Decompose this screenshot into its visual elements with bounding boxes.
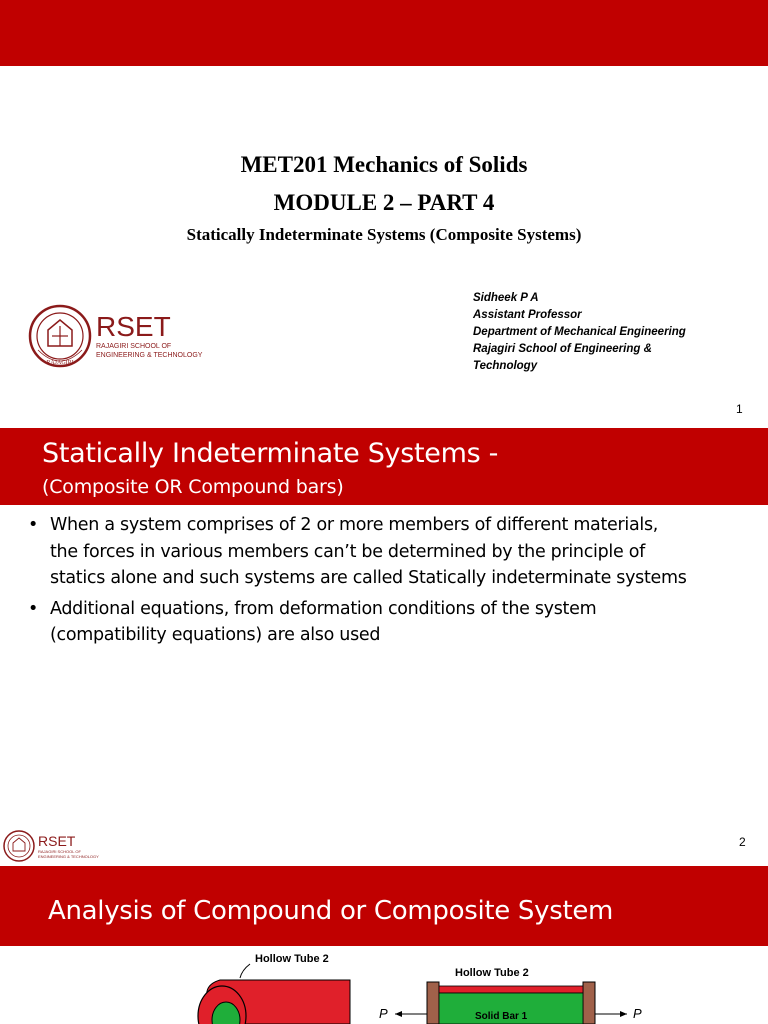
slide-title: Statically Indeterminate Systems -	[42, 438, 499, 469]
course-title: MET201 Mechanics of Solids	[240, 152, 528, 177]
bullet-line: Additional equations, from deformation conditions of the system	[50, 598, 597, 619]
bullet-icon: •	[28, 598, 39, 619]
slide-subtitle: (Composite OR Compound bars)	[42, 476, 344, 498]
page-number: 1	[736, 402, 743, 416]
bullet-line: (compatibility equations) are also used	[50, 625, 381, 645]
slide-header-bar	[0, 428, 768, 505]
bullet-list	[28, 512, 748, 653]
rset-logo-line1: RAJAGIRI SCHOOL OF	[96, 343, 172, 350]
right-end-plate	[583, 982, 595, 1024]
author-institution-line2: Technology	[473, 360, 538, 372]
force-left-label: P	[379, 1006, 388, 1021]
topic-title: Statically Indeterminate Systems (Composite Systems)	[186, 225, 582, 244]
rset-logo-name: RSET	[96, 311, 171, 342]
slide-header-bar	[0, 866, 768, 946]
bullet-line: the forces in various members can’t be determined by the principle of	[50, 541, 645, 562]
author-block	[473, 290, 743, 375]
author-department: Department of Mechanical Engineering	[473, 326, 686, 338]
page-number: 2	[739, 835, 746, 849]
force-right-label: P	[633, 1006, 642, 1021]
hollow-tube-figure	[180, 946, 380, 1024]
rset-logo-line1: RAJAGIRI SCHOOL OF	[38, 849, 81, 854]
title-slide-header-bar	[0, 0, 768, 66]
rset-seal-icon	[4, 831, 34, 861]
rset-logo	[28, 302, 203, 372]
module-title: MODULE 2 – PART 4	[273, 190, 495, 215]
slide-title: Analysis of Compound or Composite System	[48, 896, 614, 926]
solid-bar-label: Solid Bar 1	[475, 1011, 528, 1022]
rset-seal-text: RAJAGIRI	[46, 360, 74, 366]
rset-logo-line2: ENGINEERING & TECHNOLOGY	[96, 352, 203, 359]
content-slide	[0, 428, 768, 862]
figure-label: Hollow Tube 2	[255, 953, 329, 965]
left-end-plate	[427, 982, 439, 1024]
bullet-line: When a system comprises of 2 or more members of different materials,	[50, 515, 659, 535]
compound-bar-section-figure	[375, 946, 655, 1024]
author-position: Assistant Professor	[473, 309, 582, 321]
figure-label: Hollow Tube 2	[455, 967, 529, 979]
list-item	[28, 512, 748, 592]
rset-seal-icon	[30, 306, 90, 366]
bullet-icon: •	[28, 515, 39, 535]
hollow-tube-top-wall	[439, 986, 583, 993]
author-name: Sidheek P A	[473, 292, 539, 304]
rset-logo-small	[2, 828, 99, 864]
rset-logo-line2: ENGINEERING & TECHNOLOGY	[38, 854, 99, 859]
author-institution-line1: Rajagiri School of Engineering &	[473, 343, 652, 355]
bullet-line: statics alone and such systems are called Statically indeterminate systems	[50, 568, 687, 588]
analysis-slide	[0, 866, 768, 1024]
rset-logo-name: RSET	[38, 833, 76, 849]
title-slide	[0, 0, 768, 428]
list-item	[28, 596, 748, 649]
